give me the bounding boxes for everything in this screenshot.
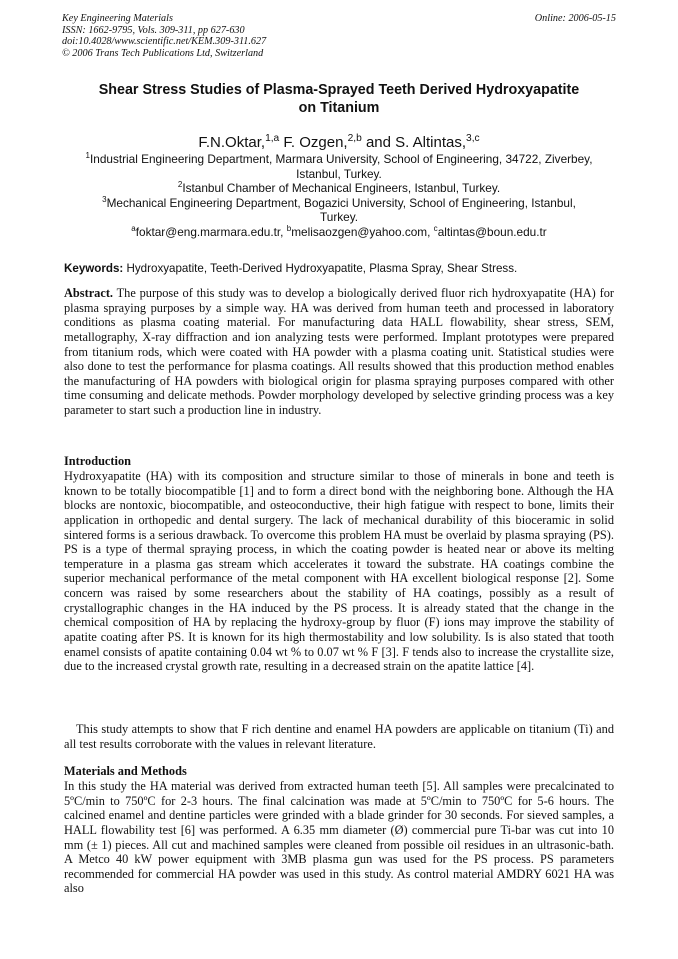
author-2-sup: 2,b [347,133,362,144]
online-date: Online: 2006-05-15 [534,13,616,24]
author-1: F.N.Oktar, [198,134,266,151]
author-conjunction: and [365,134,391,151]
email-a: foktar@eng.marmara.edu.tr, [135,224,284,239]
email-line [66,225,612,240]
affiliations [66,152,612,240]
materials-paragraph-1: In this study the HA material was derived from extracted human teeth [5]. All samples were precalcinated to 5ºC/min to 750ºC for 2-3 hours. The final calcination was made at 5ºC/min to 750ºC for 5-6 hours. The calcined enamel and dentine particles were grinded with a blade grinder for 30 seconds. For sieved samples, a HALL flowability test [6] was performed. A 6.35 mm diameter (Ø) commercial pure Ti-bar was cut into 10 mm (± 1) pieces. All cut and machined samples were cleaned from possible oil residues in an ultrasonic-bath. A Metco 40 kW power equipment with 3MB plasma gun was used for the PS process. PS parameters recommended for commercial HA powder was used in this study. As control material AMDRY 6021 HA was also [64,779,614,896]
title-line-2: on Titanium [298,99,380,116]
author-3-sup: 3,c [466,133,480,144]
affiliation-2-sup: 2 [177,180,183,190]
email-a-sup: a [131,224,136,234]
author-2: F. Ozgen, [283,134,348,151]
materials-heading: Materials and Methods [64,764,187,778]
keywords [64,262,616,276]
email-c: altintas@boun.edu.tr [437,224,547,239]
introduction-paragraph-1: Hydroxyapatite (HA) with its composition and structure similar to those of minerals in bone and teeth is known to be totally biocompatible [1] and to form a direct bond with the neighboring bone. Although the HA blocks are nontoxic, biocompatible, and osteoconductive, their high fatigue with respect to bone, limits their application in orthopedic and dental surgery. The lack of mechanical durability of this bioceramic in solid sintered forms is a serious drawback. To overcome this problem HA must be overlaid by plasma spraying (PS). PS is a type of thermal spraying process, in which the coating powder is heated near or above its melting temperature in a plasma gas stream which accelerates it toward the substrate. HA coatings combine the superior mechanical performance of the metal component with HA excellent biological response [2]. Some concern was raised by some researchers about the stability of HA coatings, possibly as a result of crystallographic changes in the HA induced by the PS process. It is already stated that the change in the chemical composition of HA by replacing the hydroxy-group by fluor (F) ions may improve the stability of apatite coating after PS. It is known for its high thermostability and low solubility. Is is also stated that tooth enamel consists of apatite containing 0.04 wt % to 0.07 wt % F [3]. F tends also to increase the crystallite size, due to the increased crystal growth rate, resulting in a decreased strain on the apatite lattice [4]. [64,469,614,674]
paper-title [62,82,616,117]
affiliation-1-sup: 1 [85,151,90,161]
affiliation-1 [66,152,612,167]
journal-name: Key Engineering Materials [62,13,173,24]
affiliation-3-sup: 3 [102,194,107,204]
abstract-text: The purpose of this study was to develop a biologically derived fluor rich hydroxyapatite (HA) for plasma spraying purposes by a simple way. HA was derived from human teeth and processed in laboratory conditions as plasma coating material. For manufacturing data HALL flowability, shear stress, SEM, metallography, X-ray diffraction and ion analyzing tests were performed. Implant prototypes were prepared from titanium rods, which were coated with HA powder with a plasma coating unit. Statistical studies were also done to test the performance for plasma coatings. All results showed that this production method enables the manufacturing of HA powders with biological origin for plasma spraying purposes compared with other time consuming and delicate methods. Powder morphology developed by selective grinding process was a key parameter to start such a production line in industry. [64,286,614,417]
affiliation-3-line-2: Turkey. [319,210,359,225]
introduction-heading: Introduction [64,454,131,468]
affiliation-2 [66,181,612,196]
journal-header [62,13,616,59]
affiliation-2-text: Istanbul Chamber of Mechanical Engineers, Istanbul, Turkey. [182,181,501,196]
copyright-line: © 2006 Trans Tech Publications Ltd, Switzerland [62,47,264,59]
affiliation-1-line-2: Istanbul, Turkey. [296,166,382,181]
keywords-label: Keywords: [64,262,124,275]
issn-line: ISSN: 1662-9795, Vols. 309-311, pp 627-630 [62,24,245,36]
keywords-text: Hydroxyapatite, Teeth-Derived Hydroxyapatite, Plasma Spray, Shear Stress. [126,262,518,275]
author-list [62,134,616,152]
affiliation-3 [66,196,612,211]
abstract-label: Abstract. [64,286,114,300]
affiliation-1-line-1: Industrial Engineering Department, Marmara University, School of Engineering, 34722, Ziverbey, [89,152,593,166]
introduction-paragraph-2: This study attempts to show that F rich dentine and enamel HA powders are applicable on titanium (Ti) and all test results corroborate with the values in relevant literature. [64,722,614,751]
doi-line: doi:10.4028/www.scientific.net/KEM.309-311.627 [62,36,267,47]
abstract [64,286,614,418]
email-b: melisaozgen@yahoo.com, [291,224,431,239]
title-line-1: Shear Stress Studies of Plasma-Sprayed Teeth Derived Hydroxyapatite [98,82,580,98]
email-c-sup: c [433,224,438,234]
email-b-sup: b [286,224,292,234]
author-3: S. Altintas, [395,134,467,151]
author-1-sup: 1,a [265,133,280,144]
affiliation-3-line-1: Mechanical Engineering Department, Bogazici University, School of Engineering, Istanbul, [106,195,576,210]
